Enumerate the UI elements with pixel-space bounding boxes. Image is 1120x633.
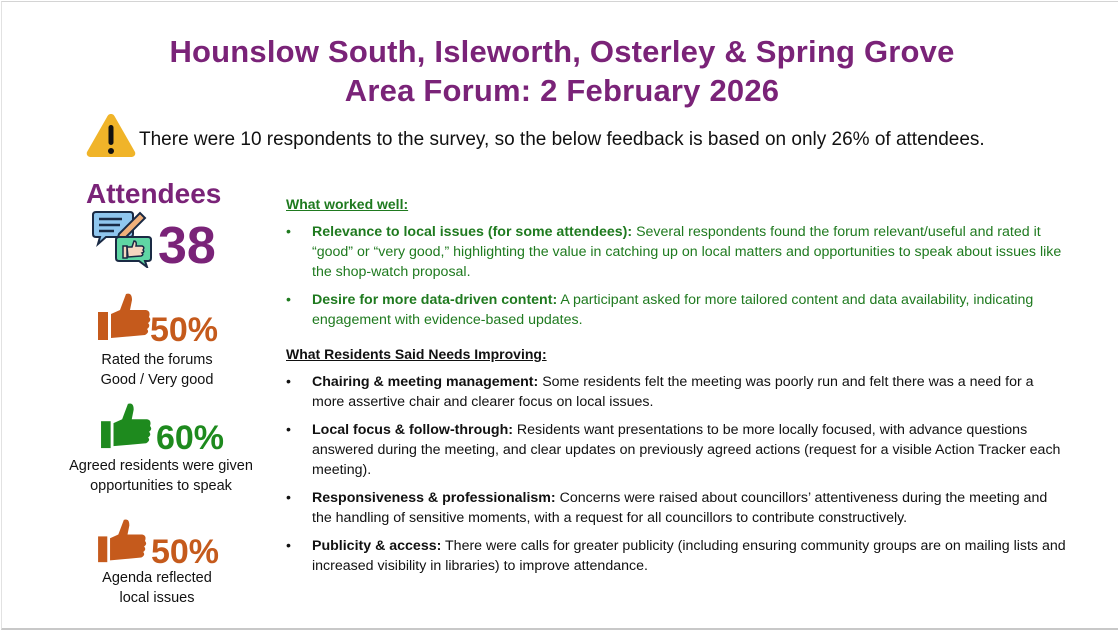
stat-caption-line-2: Good / Very good <box>100 372 214 388</box>
bullet-icon: • <box>286 490 291 506</box>
bullet-icon: • <box>286 224 291 240</box>
stat-caption-line-2: opportunities to speak <box>90 478 232 494</box>
item-title: Local focus & follow-through: <box>312 422 513 438</box>
item-text: A participant asked for more tailored content and data availability, indicating engagement with evidence-based updates. <box>312 292 1034 328</box>
attendees-count: 38 <box>158 217 216 275</box>
item-title: Responsiveness & professionalism: <box>312 490 556 506</box>
item-text: Residents want presentations to be more locally focused, with advance questions answered during the meeting, and clear updates on previously agreed actions (request for a visible Action Tracker each meeting). <box>312 422 1061 478</box>
list-item <box>286 420 1066 480</box>
slide <box>1 1 1118 630</box>
feedback-chat-icon <box>90 210 154 268</box>
stat-value: 50% <box>149 311 219 349</box>
stat-value: 50% <box>150 533 220 571</box>
bullet-icon: • <box>286 292 291 308</box>
stat-rated-good <box>72 292 242 390</box>
stat-caption-line-1: Agenda reflected <box>102 570 212 586</box>
item-text: Some residents felt the meeting was poorly run and felt there was a need for a more assertive chair and clearer focus on local issues. <box>312 374 1034 410</box>
attendees-label: Attendees <box>86 178 222 209</box>
list-item <box>286 488 1066 528</box>
item-text: Several respondents found the forum relevant/useful and rated it “good” or “very good,” highlighting the value in catching up on local matters and opportunities to speak about issues like the shop-watch proposal. <box>312 224 1062 280</box>
list-item <box>286 290 1066 330</box>
needs-improving-heading: What Residents Said Needs Improving: <box>286 346 547 362</box>
worked-well-heading: What worked well: <box>286 196 409 212</box>
survey-notice <box>85 110 985 160</box>
stat-opportunities-to-speak <box>56 402 266 496</box>
bullet-icon: • <box>286 422 291 438</box>
stat-caption-line-1: Rated the forums <box>101 352 213 368</box>
list-item <box>286 372 1066 412</box>
title-line-2: Area Forum: 2 February 2026 <box>344 73 780 108</box>
list-item <box>286 536 1066 576</box>
feedback-summary <box>286 196 1066 584</box>
thumbs-up-icon <box>96 292 152 342</box>
item-text: Concerns were raised about councillors’ attentiveness during the meeting and the handling of sensitive moments, with a request for all councillors to contribute constructively. <box>312 490 1048 526</box>
item-title: Chairing & meeting management: <box>312 374 539 390</box>
bullet-icon: • <box>286 538 291 554</box>
item-title: Relevance to local issues (for some attendees): <box>312 224 633 240</box>
bullet-icon: • <box>286 374 291 390</box>
stat-value: 60% <box>155 419 225 457</box>
thumbs-up-icon <box>98 402 154 450</box>
warning-icon <box>85 112 137 158</box>
title-line-1: Hounslow South, Isleworth, Osterley & Spring Grove <box>169 34 955 69</box>
worked-well-list <box>286 222 1066 330</box>
stat-caption-line-2: local issues <box>119 590 195 606</box>
page-title <box>2 32 1120 110</box>
stat-caption-line-1: Agreed residents were given <box>69 458 253 474</box>
notice-text: There were 10 respondents to the survey, so the below feedback is based on only 26% of attendees. <box>139 129 985 150</box>
item-title: Publicity & access: <box>312 538 442 554</box>
needs-improving-list <box>286 372 1066 576</box>
item-title: Desire for more data-driven content: <box>312 292 558 308</box>
thumbs-up-icon <box>95 518 149 564</box>
stat-agenda-local-issues <box>72 518 242 608</box>
list-item <box>286 222 1066 282</box>
item-text: There were calls for greater publicity (including ensuring community groups are on mailing lists and increased visibility in libraries) to improve attendance. <box>312 538 1066 574</box>
